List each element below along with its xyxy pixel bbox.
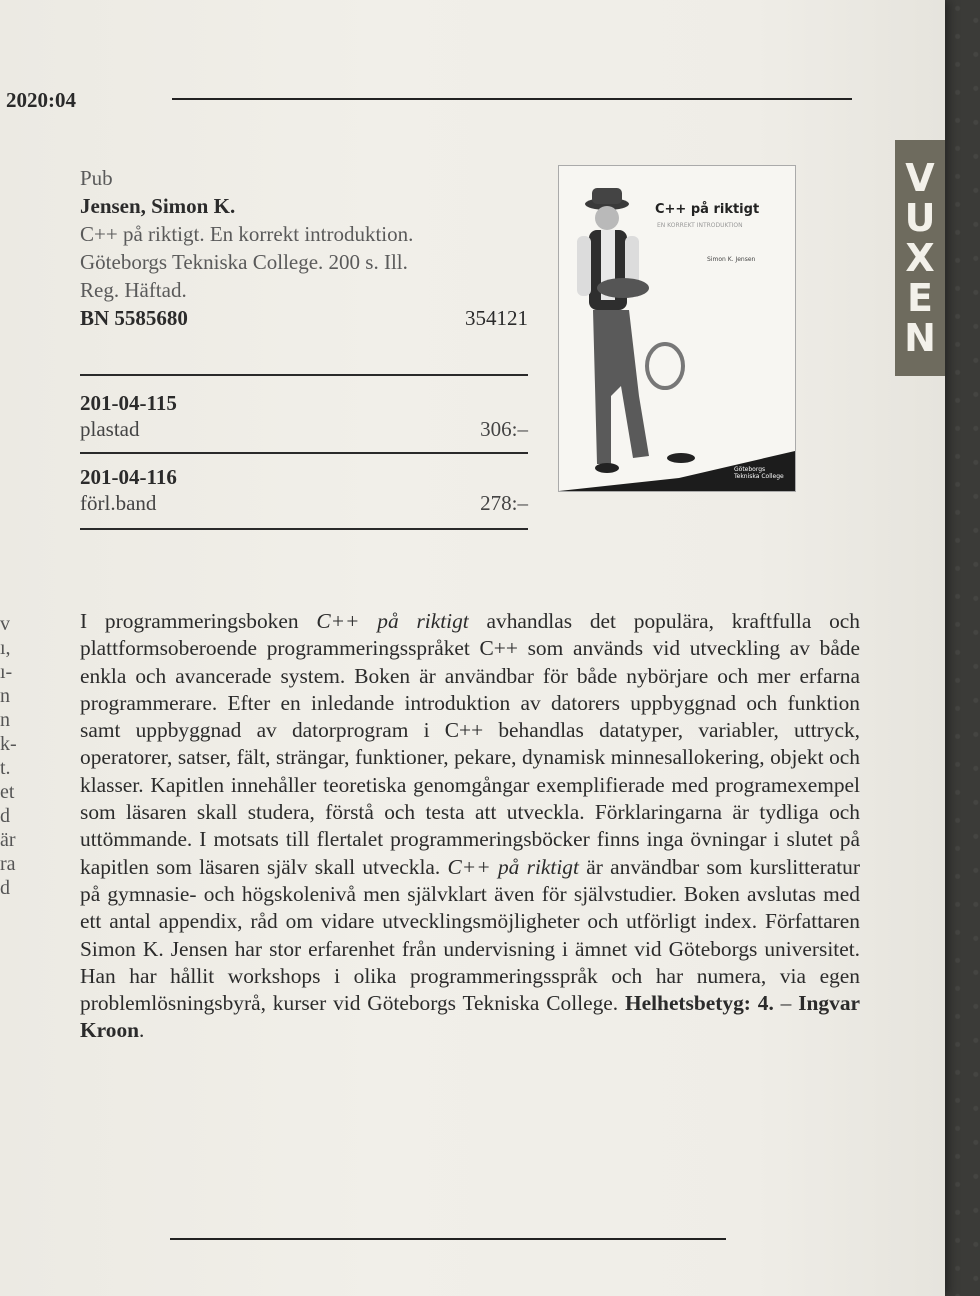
edition-divider <box>80 374 528 376</box>
overall-rating: Helhetsbetyg: 4. <box>624 991 774 1016</box>
bn-code: BN 5585680 <box>80 306 188 330</box>
review-text: I programmeringsboken C++ på riktigt avhandlas det populära, kraftfulla och plattformsoberoende programmeringsspråket C++ som används vid utveckling av både enkla och avancerade system. Boken är användbar för både nybörjare och mer erfarna programmerare. Efter en inledande introduktion av datorers uppbyggnad och funktion samt uppbyggnad av datorprogram i C++ behandlas datatyper, variabler, uttryck, operatorer, satser, fält, strängar, funktioner, pekare, dynamisk minnesallokering, objekt och klasser. Kapitlen innehåller teoretiska genomgångar exemplifierade med programexempel som läsaren skall studera, förstå och testa att utveckla. Förklaringarna är tydliga och uttömmande. I motsats till flertalet programmeringsböcker finns inga övningar i slutet på kapitlen som läsaren själv skall utveckla. C++ på riktigt är användbar som kurslitteratur på gymnasie- och högskolenivå men självklart även för självstudier. Boken avslutas med ett antal appendix, råd om vidare utvecklingsmöjligheter och utförligt index. Författaren Simon K. Jensen har stor erfarenhet från undervisning i ämnet vid Göteborgs universitet. Han har hållit workshops i olika programmeringsspråk och har numera, via egen problemlösningsbyrå, kurser vid Göteborgs Tekniska College. Helhetsbetyg: 4. – Ingvar Kroon. <box>80 609 861 1043</box>
book-entry <box>80 164 528 332</box>
header-rule <box>172 98 852 100</box>
book-cover-image <box>558 165 796 492</box>
edition-divider <box>80 452 528 454</box>
reviewer-name: Ingvar Kroon <box>80 991 861 1043</box>
book-title-italic: C++ på riktigt <box>316 609 469 633</box>
bn-row <box>80 304 528 332</box>
edition-type: plastad <box>80 417 140 441</box>
cover-author: Simon K. Jensen <box>707 256 756 263</box>
section-tab-vuxen: V U X E N <box>895 140 945 376</box>
edition-code: 201-04-116 <box>80 465 177 489</box>
author-name: Jensen, Simon K. <box>80 194 236 218</box>
edition-price: 306:– <box>480 417 528 441</box>
cover-title: C++ på riktigt <box>655 202 760 217</box>
edition-item <box>80 464 528 516</box>
issue-number: 2020:04 <box>6 88 76 112</box>
edition-divider <box>80 528 528 530</box>
category-label: Pub <box>80 166 113 190</box>
edition-item <box>80 390 528 442</box>
cover-subtitle: EN KORREKT INTRODUKTION <box>657 222 743 229</box>
adjacent-column-fragments: v ı, ı- n n k- t. et d är ra d <box>0 613 17 899</box>
edition-price: 278:– <box>480 491 528 515</box>
bn-number: 354121 <box>465 306 528 330</box>
book-title-line: C++ på riktigt. En korrekt introduktion. <box>80 222 414 246</box>
publisher-line: Göteborgs Tekniska College. 200 s. Ill. <box>80 250 408 274</box>
cover-publisher: Göteborgs Tekniska College <box>734 466 784 480</box>
binding-line: Reg. Häftad. <box>80 278 187 302</box>
edition-type: förl.band <box>80 491 157 515</box>
book-title-italic: C++ på riktigt <box>447 854 579 879</box>
edition-code: 201-04-115 <box>80 391 177 415</box>
footer-rule <box>170 1238 726 1240</box>
